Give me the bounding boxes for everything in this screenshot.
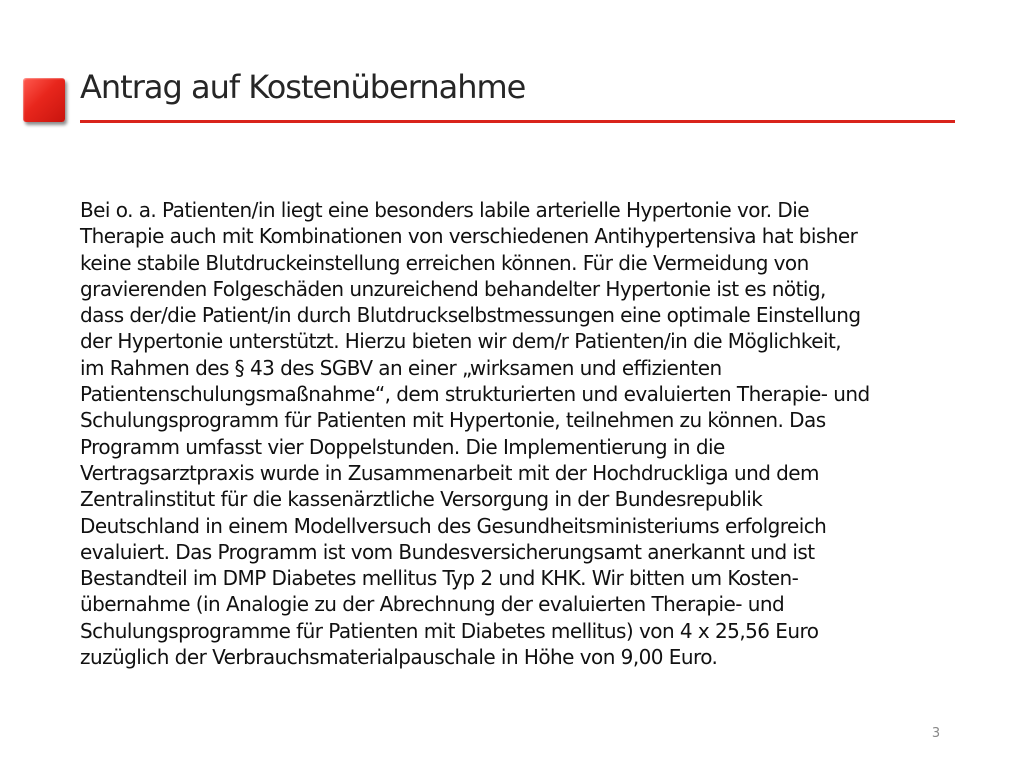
body-line: Deutschland in einem Modellversuch des Gesundheitsministeriums erfolgreich [80, 513, 827, 538]
body-line: Programm umfasst vier Doppelstunden. Die Implementierung in die [80, 434, 725, 459]
body-line: im Rahmen des § 43 des SGBV an einer „wirksamen und effizienten [80, 355, 722, 380]
body-line: Schulungsprogramme für Patienten mit Diabetes mellitus) von 4 x 25,56 Euro [80, 618, 819, 643]
body-paragraph [80, 197, 952, 670]
body-line: Bestandteil im DMP Diabetes mellitus Typ 2 und KHK. Wir bitten um Kosten- [80, 566, 799, 591]
body-line: gravierenden Folgeschäden unzureichend behandelter Hypertonie ist es nötig, [80, 276, 826, 301]
body-line: keine stabile Blutdruckeinstellung erreichen können. Für die Vermeidung von [80, 250, 809, 275]
body-line: Vertragsarztpraxis wurde in Zusammenarbeit mit der Hochdruckliga und dem [80, 460, 819, 485]
body-line: Zentralinstitut für die kassenärztliche Versorgung in der Bundesrepublik [80, 487, 763, 512]
body-line: Schulungsprogramm für Patienten mit Hypertonie, teilnehmen zu können. Das [80, 408, 826, 433]
body-line: Bei o. a. Patienten/in liegt eine besonders labile arterielle Hypertonie vor. Die [80, 198, 810, 222]
page-number: 3 [931, 726, 941, 741]
title-bullet-square [23, 78, 65, 122]
title-underline [80, 120, 955, 123]
body-line: der Hypertonie unterstützt. Hierzu bieten wir dem/r Patienten/in die Möglichkeit, [80, 329, 842, 354]
body-line: übernahme (in Analogie zu der Abrechnung der evaluierten Therapie- und [80, 592, 785, 617]
body-line: zuzüglich der Verbrauchsmaterialpauschale in Höhe von 9,00 Euro. [80, 645, 718, 670]
body-line: Patientenschulungsmaßnahme“, dem strukturierten und evaluierten Therapie- und [80, 382, 870, 407]
body-line: evaluiert. Das Programm ist vom Bundesversicherungsamt anerkannt und ist [80, 539, 815, 564]
body-line: dass der/die Patient/in durch Blutdruckselbstmessungen eine optimale Einstellung [80, 303, 861, 328]
slide-title: Antrag auf Kostenübernahme [80, 68, 526, 106]
body-line: Therapie auch mit Kombinationen von verschiedenen Antihypertensiva hat bisher [80, 224, 858, 249]
